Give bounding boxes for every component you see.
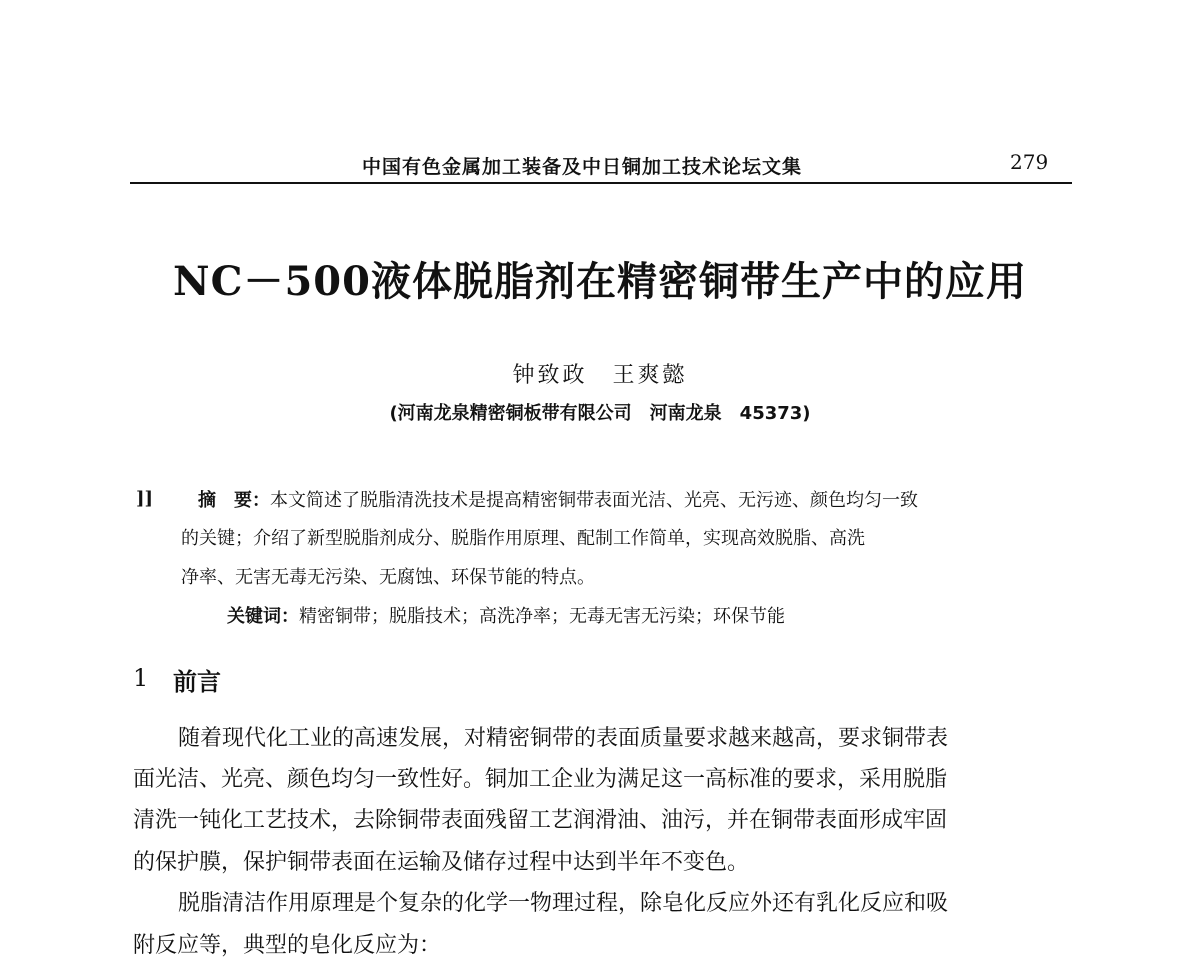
paper-title: NC－500液体脱脂剂在精密铜带生产中的应用 bbox=[173, 258, 1027, 305]
section-title: 前言 bbox=[173, 667, 221, 696]
header-rule bbox=[130, 182, 1072, 184]
body-line: 清洗一钝化工艺技术，去除铜带表面残留工艺润滑油、油污，并在铜带表面形成牢固 bbox=[133, 808, 948, 833]
keywords-label: 关键词： bbox=[227, 606, 299, 627]
paper-authors: 钟致政 王爽懿 bbox=[512, 363, 688, 388]
body-line: 面光洁、光亮、颜色均匀一致性好。铜加工企业为满足这一高标准的要求，采用脱脂 bbox=[133, 767, 948, 792]
abstract-line: 净率、无害无毒无污染、无腐蚀、环保节能的特点。 bbox=[181, 567, 595, 588]
page-number: 279 bbox=[1010, 150, 1049, 174]
keywords-text: 精密铜带；脱脂技术；高洗净率；无毒无害无污染；环保节能 bbox=[299, 606, 785, 627]
body-line: 随着现代化工业的高速发展，对精密铜带的表面质量要求越来越高，要求铜带表 bbox=[178, 726, 949, 751]
abstract-line: 的关键；介绍了新型脱脂剂成分、脱脂作用原理、配制工作简单，实现高效脱脂、高洗 bbox=[181, 528, 865, 549]
body-line: 的保护膜，保护铜带表面在运输及储存过程中达到半年不变色。 bbox=[133, 850, 750, 875]
paper-affiliation: (河南龙泉精密铜板带有限公司 河南龙泉 45373) bbox=[389, 403, 811, 424]
running-header-title: 中国有色金属加工装备及中日铜加工技术论坛文集 bbox=[362, 156, 803, 178]
section-number: 1 bbox=[133, 664, 149, 692]
abstract-line: 本文简述了脱脂清洗技术是提高精密铜带表面光洁、光亮、无污迹、颜色均匀一致 bbox=[270, 490, 918, 511]
body-line: 脱脂清洁作用原理是个复杂的化学一物理过程，除皂化反应外还有乳化反应和吸 bbox=[178, 891, 949, 916]
keywords-line bbox=[227, 602, 785, 628]
abstract-first-line bbox=[198, 486, 918, 512]
body-line: 附反应等，典型的皂化反应为： bbox=[133, 933, 442, 958]
abstract-label: 摘 要： bbox=[198, 490, 270, 511]
margin-mark: ]] bbox=[136, 488, 154, 509]
